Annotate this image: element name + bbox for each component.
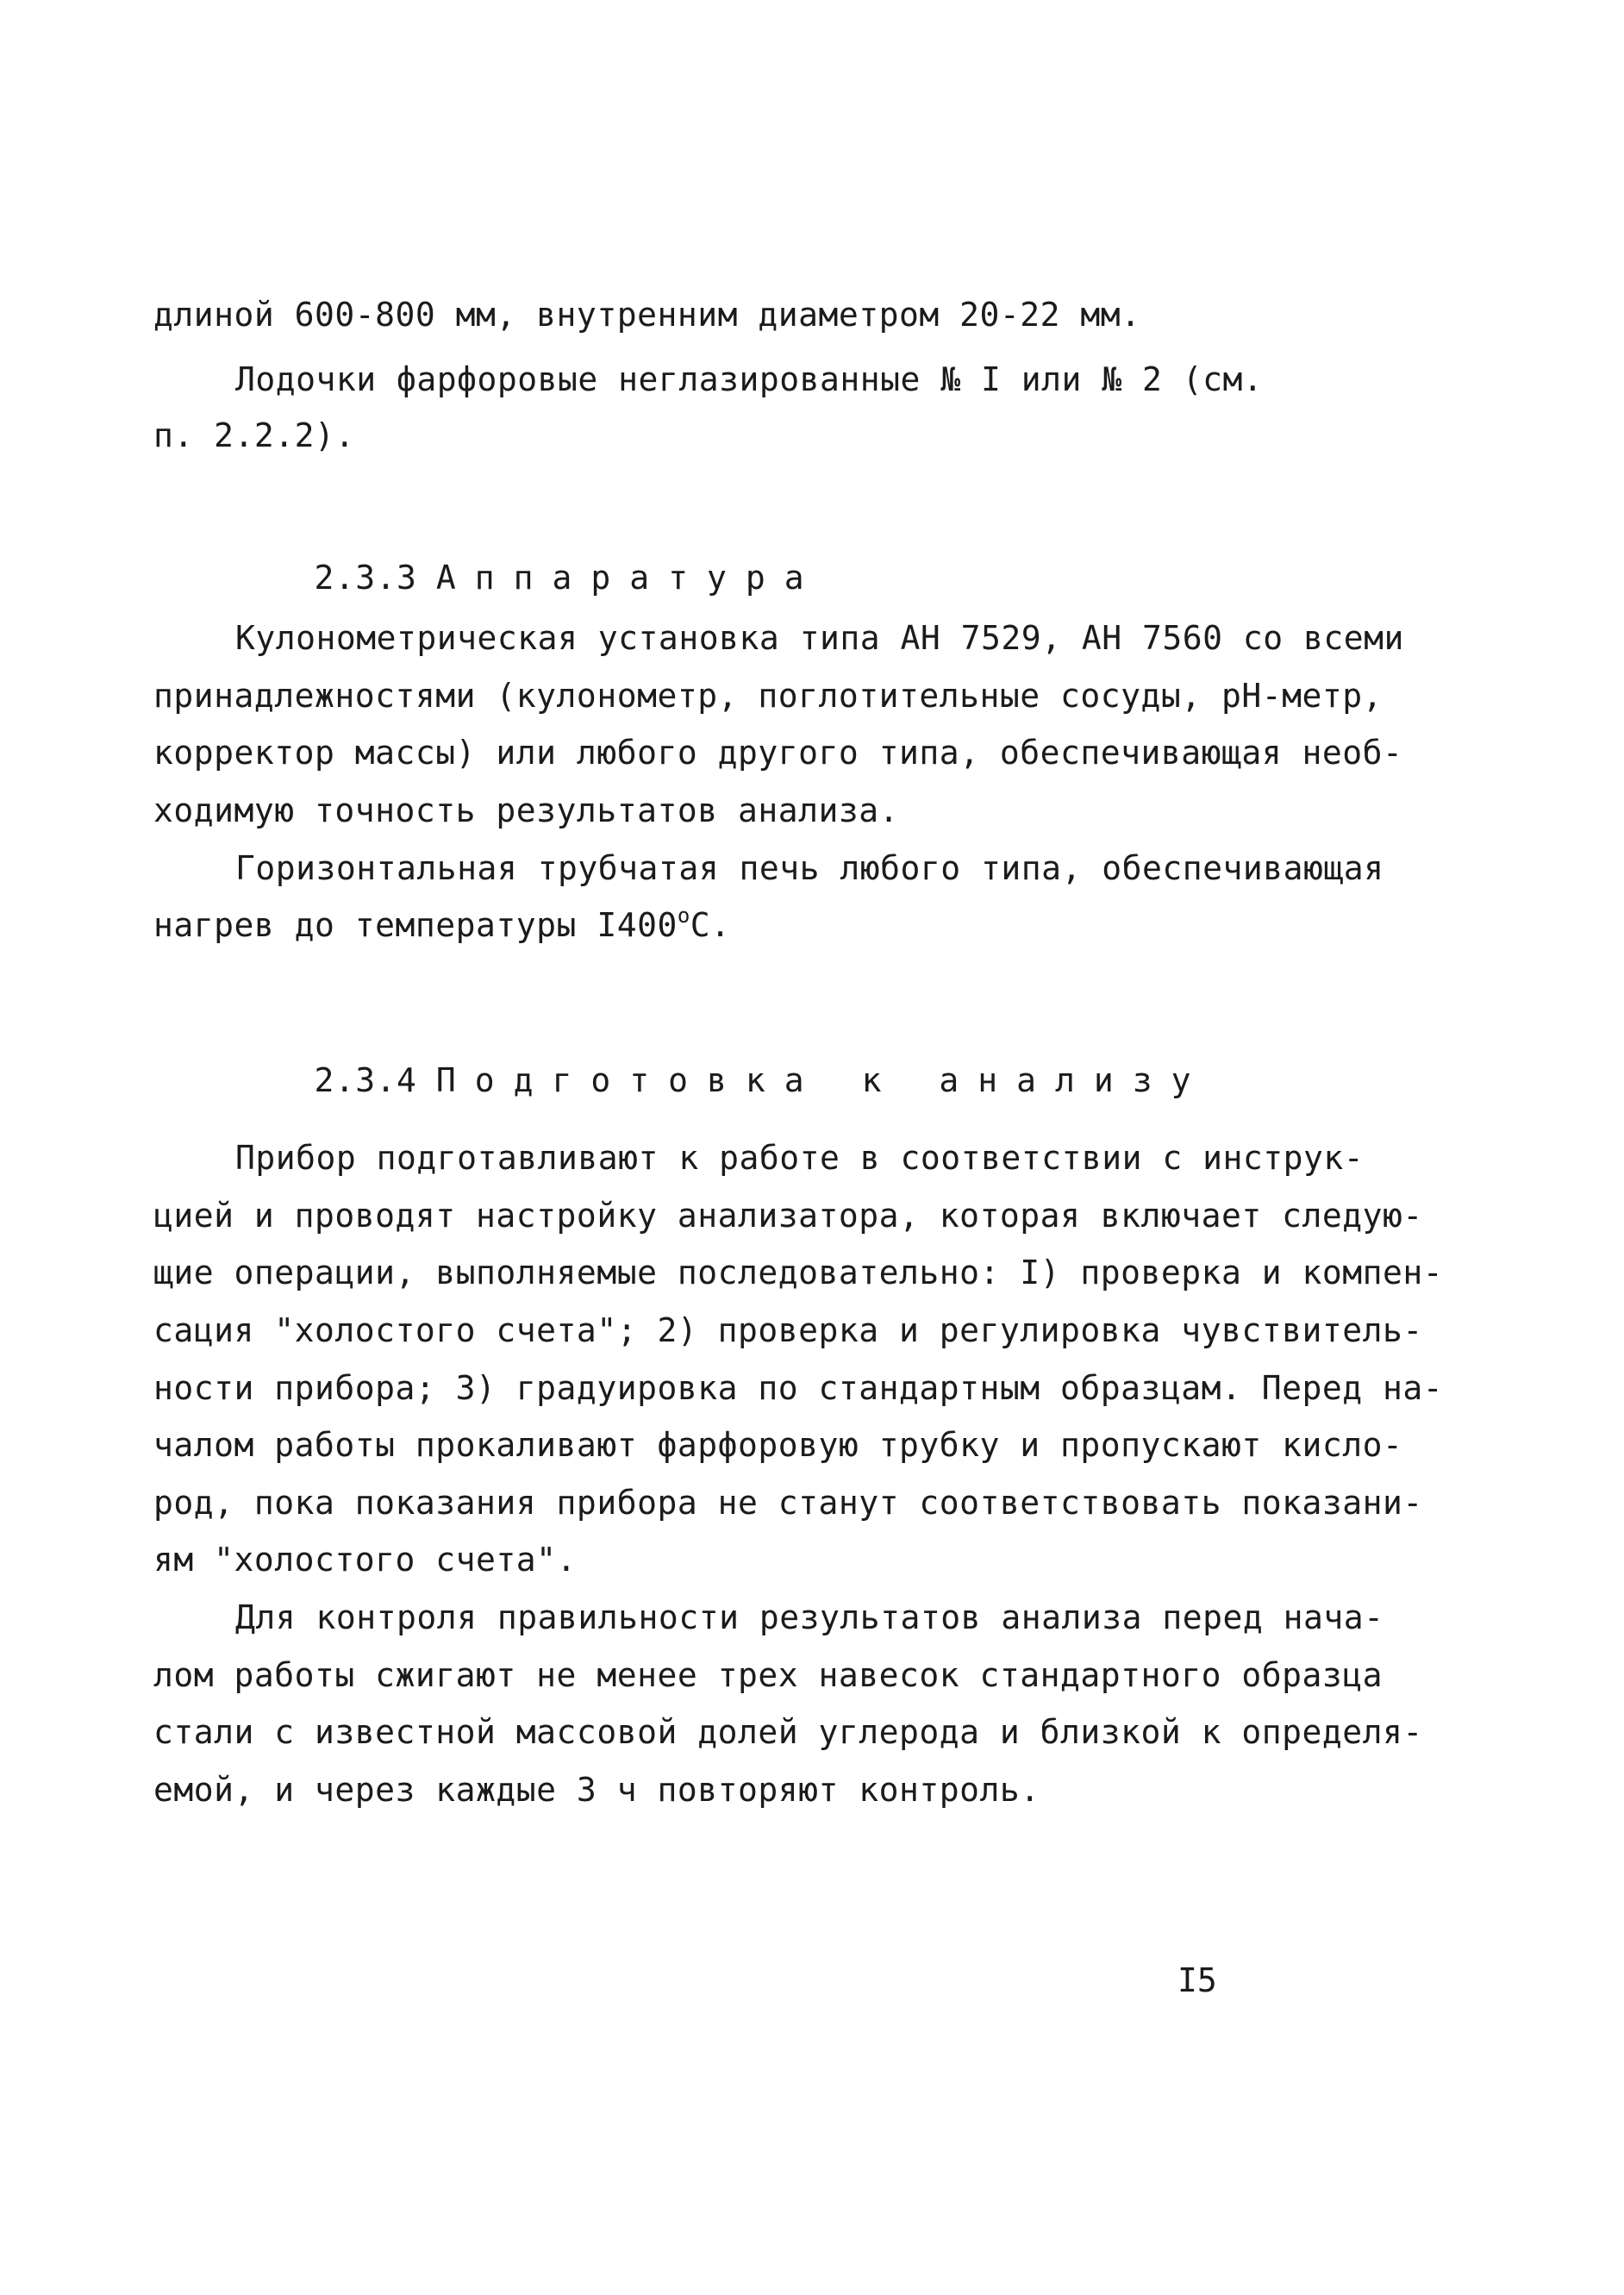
text-line: Горизонтальная трубчатая печь любого типа, обеспечивающая	[235, 849, 1384, 887]
text-line: ям "холостого счета".	[153, 1541, 577, 1579]
text-line: Кулонометрическая установка типа АН 7529, АН 7560 со всеми	[235, 619, 1404, 657]
text-line: длиной 600-800 мм, внутренним диаметром 20-22 мм.	[153, 296, 1141, 334]
section-number: 2.3.3	[314, 559, 417, 597]
text-line: корректор массы) или любого другого типа, обеспечивающая необ-	[153, 734, 1403, 772]
text-line: стали с известной массовой долей углерода и близкой к определя-	[153, 1713, 1423, 1751]
section-title: Подготовка к анализу	[435, 1061, 1210, 1099]
section-title: Аппаратура	[435, 559, 823, 597]
text-line: сация "холостого счета"; 2) проверка и регулировка чувствитель-	[153, 1311, 1423, 1349]
text-line: емой, и через каждые 3 ч повторяют контроль.	[153, 1771, 1040, 1809]
text-line: щие операции, выполняемые последовательно: I) проверка и компен-	[153, 1254, 1444, 1291]
text-line	[153, 904, 731, 947]
section-number: 2.3.4	[314, 1061, 417, 1099]
text-line: ности прибора; 3) градуировка по стандартным образцам. Перед на-	[153, 1369, 1444, 1407]
section-heading	[235, 1016, 1209, 1145]
text-line: лом работы сжигают не менее трех навесок стандартного образца	[153, 1656, 1384, 1694]
text-line: п. 2.2.2).	[153, 416, 355, 454]
text-line: цией и проводят настройку анализатора, которая включает следую-	[153, 1197, 1423, 1235]
page-number: I5	[1177, 1961, 1217, 1999]
text-line: Лодочки фарфоровые неглазированные № I или № 2 (см.	[235, 360, 1264, 398]
degree-superscript: o	[677, 904, 690, 928]
text-line: Прибор подготавливают к работе в соответствии с инструк-	[235, 1139, 1365, 1177]
text-fragment: С.	[690, 906, 731, 944]
text-fragment: нагрев до температуры I400	[153, 906, 678, 944]
text-line: род, пока показания прибора не станут соответствовать показани-	[153, 1484, 1423, 1522]
text-line: ходимую точность результатов анализа.	[153, 791, 899, 829]
text-line: принадлежностями (кулонометр, поглотительные сосуды, рН-метр,	[153, 677, 1384, 715]
text-line: чалом работы прокаливают фарфоровую трубку и пропускают кисло-	[153, 1426, 1403, 1464]
text-line: Для контроля правильности результатов анализа перед нача-	[235, 1598, 1384, 1636]
